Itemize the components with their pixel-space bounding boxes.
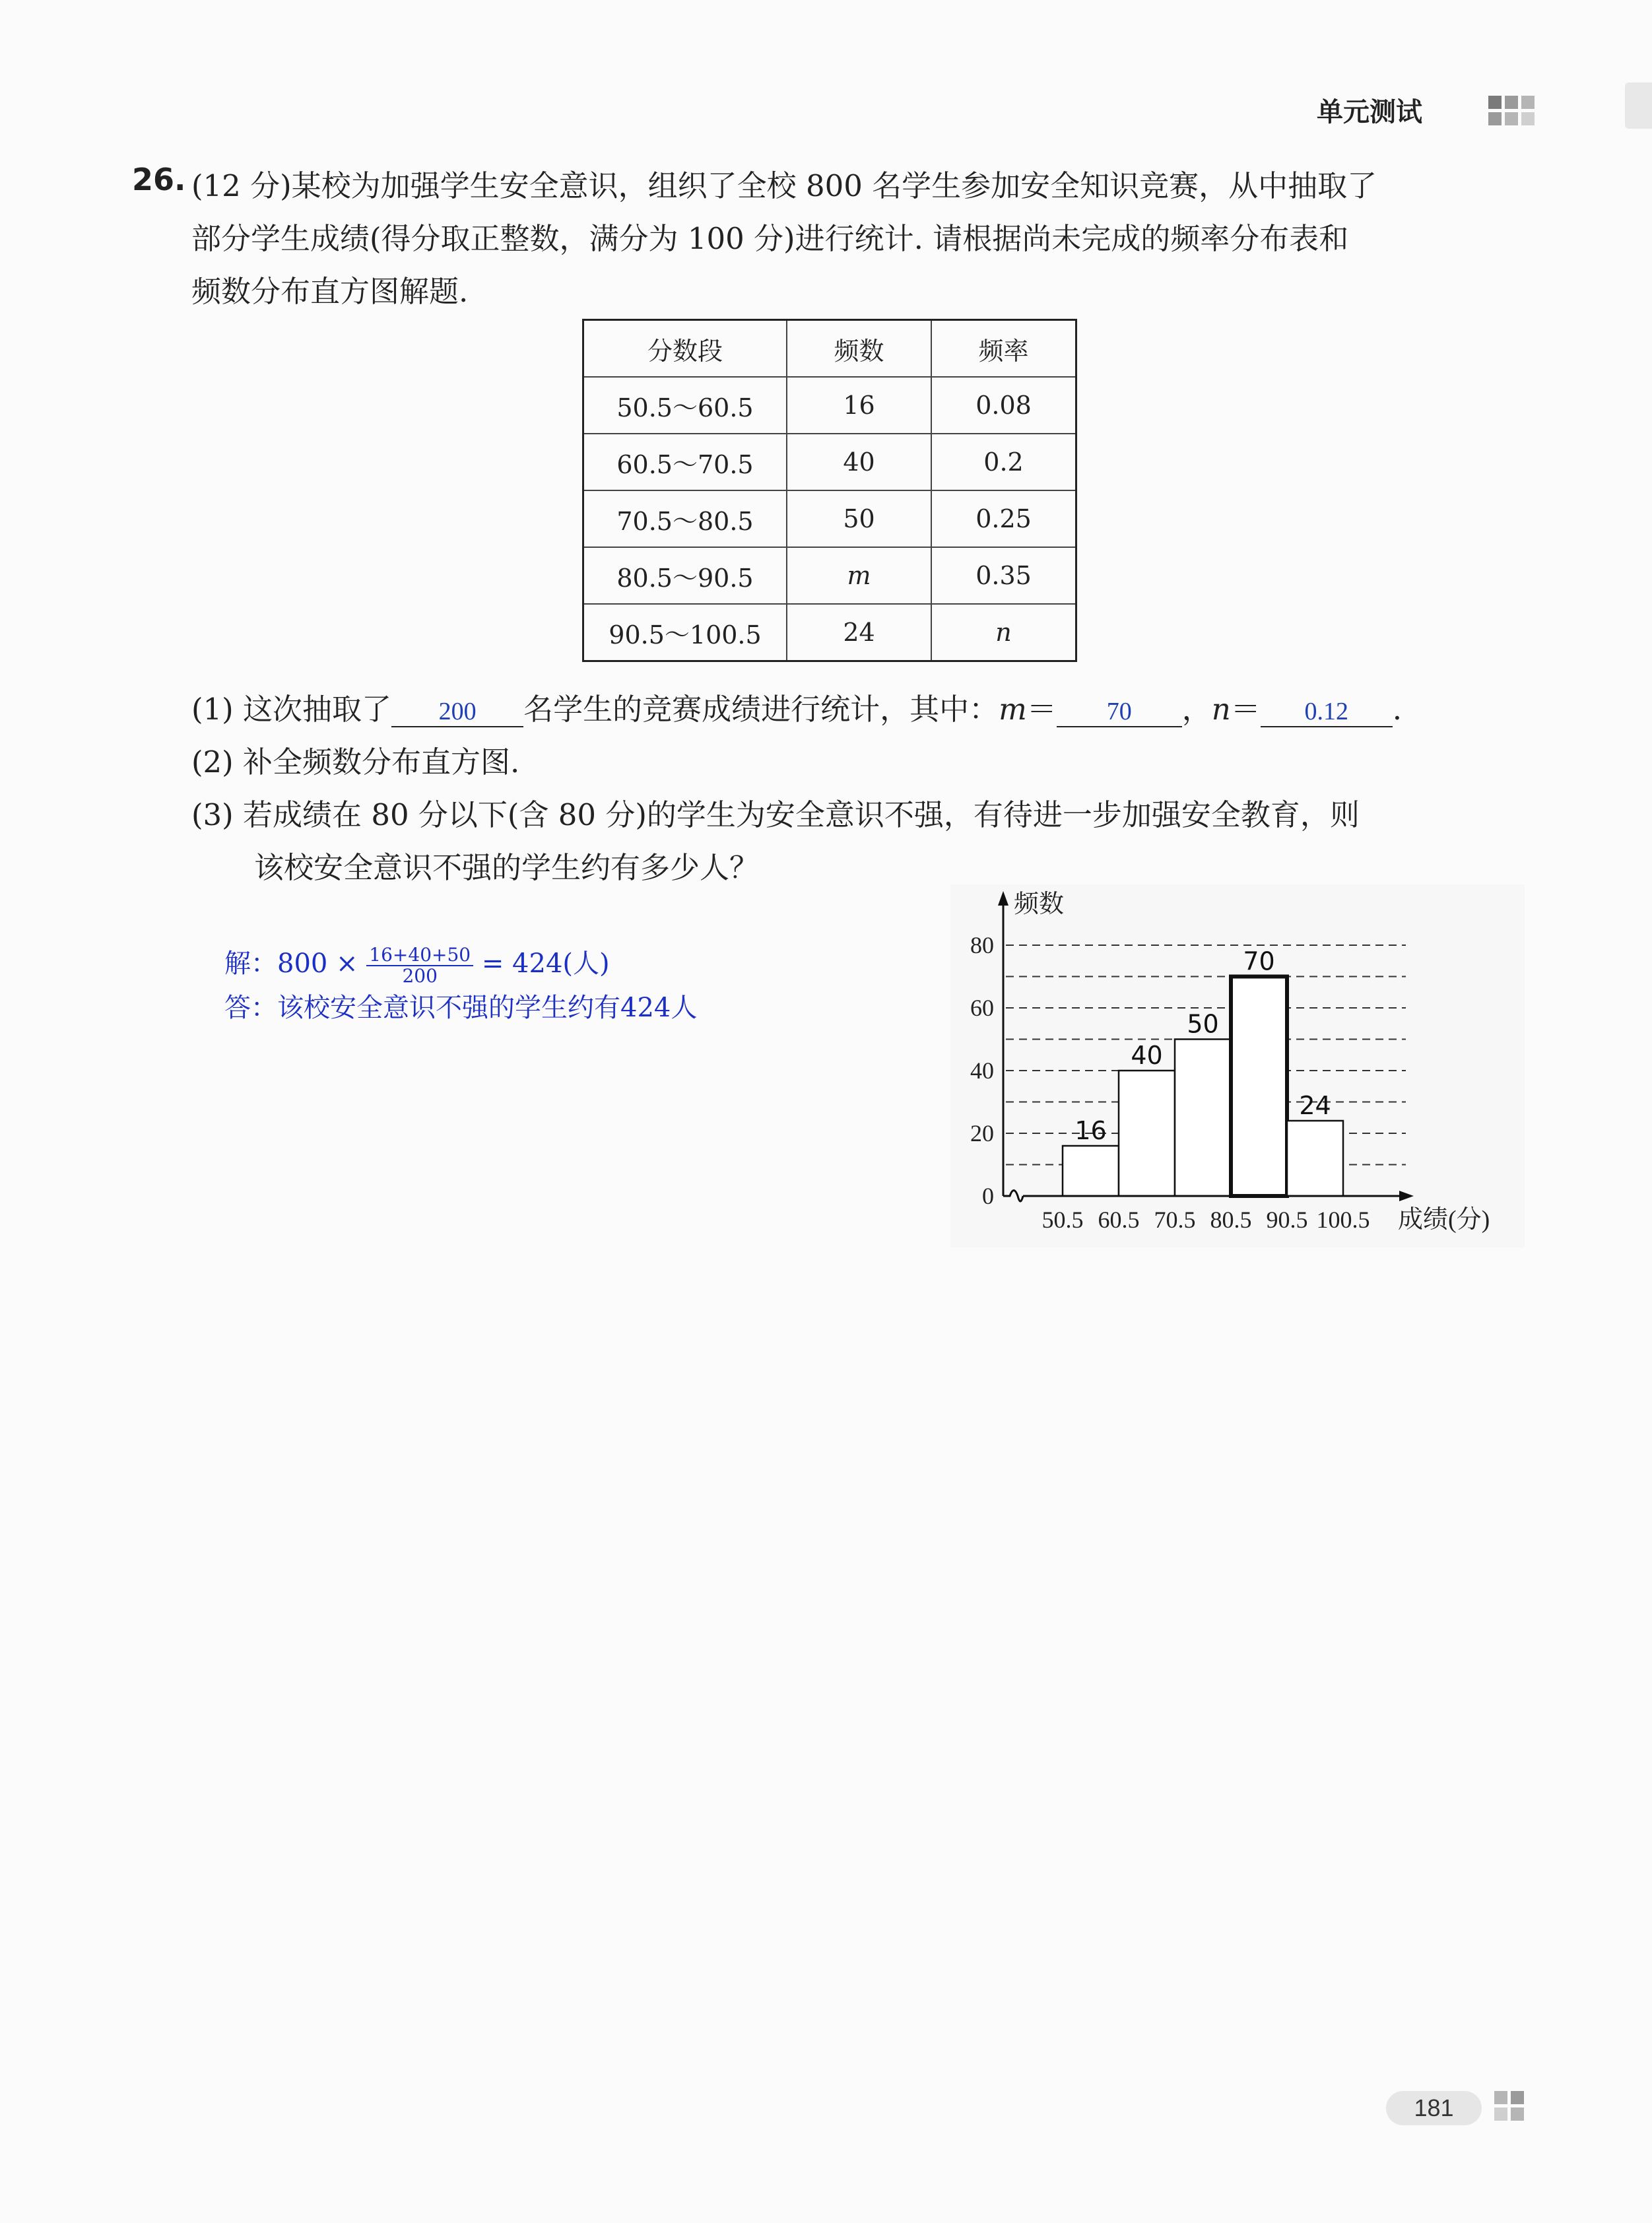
frequency-histogram (950, 884, 1525, 1247)
answer-m: 70 (1057, 697, 1182, 727)
table-cell: 80.5～90.5 (583, 547, 787, 604)
section-title: 单元测试 (1317, 97, 1422, 127)
bar-data-label: 24 (1299, 1091, 1331, 1120)
table-cell: 70.5～80.5 (583, 490, 787, 547)
x-tick-label: 80.5 (1210, 1207, 1252, 1233)
histogram-bar (1063, 1146, 1119, 1196)
solution-fraction (366, 945, 473, 986)
table-row (583, 547, 1076, 604)
y-tick-label: 80 (970, 932, 994, 958)
table-cell: 0.35 (931, 547, 1076, 604)
var-m: m (999, 692, 1027, 727)
histogram-bar (1119, 1071, 1175, 1196)
page-number: 181 (1386, 2091, 1482, 2125)
table-cell: 0.25 (931, 490, 1076, 547)
part-2: (2) 补全频数分布直方图. (191, 745, 520, 780)
answer-total: 200 (391, 697, 523, 727)
y-tick-label: 20 (970, 1120, 994, 1146)
x-tick-label: 60.5 (1098, 1207, 1140, 1233)
conclusion-line: 答：该校安全意识不强的学生约有424人 (224, 993, 698, 1023)
table-cell: 16 (787, 377, 931, 434)
bar-data-label: 40 (1131, 1041, 1163, 1070)
equals-sign: ＝ (1026, 692, 1057, 727)
y-axis-label: 频数 (1014, 889, 1065, 918)
table-cell: 40 (787, 434, 931, 490)
question-number: 26. (132, 162, 186, 197)
answer-n: 0.12 (1261, 697, 1393, 727)
table-row (583, 490, 1076, 547)
table-cell: 50.5～60.5 (583, 377, 787, 434)
y-tick-label: 40 (970, 1057, 994, 1084)
table-cell: m (787, 547, 931, 604)
equals-sign: ＝ (1230, 692, 1261, 727)
page-edge-tab (1625, 83, 1652, 129)
part-3-line-1: (3) 若成绩在 80 分以下(含 80 分)的学生为安全意识不强，有待进一步加强安全教育，则 (191, 797, 1360, 832)
table-header-row (583, 320, 1076, 378)
table-row (583, 434, 1076, 490)
histogram-bar (1231, 977, 1287, 1197)
table-row (583, 604, 1076, 661)
table-header: 分数段 (583, 320, 787, 378)
table-cell: 0.2 (931, 434, 1076, 490)
comma: ， (1181, 692, 1212, 727)
histogram-bar (1287, 1121, 1343, 1196)
bar-data-label: 16 (1074, 1116, 1107, 1145)
fraction-denominator: 200 (402, 965, 438, 987)
x-axis-label: 成绩(分) (1398, 1206, 1490, 1234)
y-tick-label: 0 (982, 1183, 994, 1209)
bar-data-label: 50 (1187, 1009, 1219, 1039)
table-cell: 50 (787, 490, 931, 547)
frequency-table (582, 319, 1077, 662)
x-tick-label: 100.5 (1316, 1207, 1370, 1233)
fraction-numerator: 16+40+50 (366, 945, 473, 966)
table-cell: 90.5～100.5 (583, 604, 787, 661)
bar-data-label: 70 (1243, 946, 1275, 976)
part-1-prefix: (1) 这次抽取了 (191, 692, 392, 727)
solution-prefix: 解：800 × (224, 948, 358, 979)
solution-result: = 424(人) (481, 948, 610, 979)
table-cell: 60.5～70.5 (583, 434, 787, 490)
table-cell: 0.08 (931, 377, 1076, 434)
x-tick-label: 50.5 (1041, 1207, 1084, 1233)
x-tick-label: 90.5 (1266, 1207, 1308, 1233)
solution-line (224, 943, 610, 986)
part-1-mid: 名学生的竞赛成绩进行统计，其中： (523, 692, 999, 727)
question-line-2: 部分学生成绩(得分取正整数，满分为 100 分)进行统计. 请根据尚未完成的频率分布表和 (191, 221, 1349, 256)
table-cell: n (931, 604, 1076, 661)
table-header: 频数 (787, 320, 931, 378)
y-tick-label: 60 (970, 995, 994, 1021)
question-line-3: 频数分布直方图解题. (191, 274, 469, 309)
x-tick-label: 70.5 (1154, 1207, 1196, 1233)
histogram-bar (1175, 1040, 1231, 1197)
table-header: 频率 (931, 320, 1076, 378)
table-row (583, 377, 1076, 434)
part-1 (191, 685, 1402, 728)
question-line-1: (12 分)某校为加强学生安全意识，组织了全校 800 名学生参加安全知识竞赛，从中抽取了 (191, 168, 1377, 203)
table-cell: 24 (787, 604, 931, 661)
var-n: n (1211, 692, 1231, 727)
part-3-line-2: 该校安全意识不强的学生约有多少人？ (254, 850, 760, 885)
period: . (1392, 692, 1403, 727)
